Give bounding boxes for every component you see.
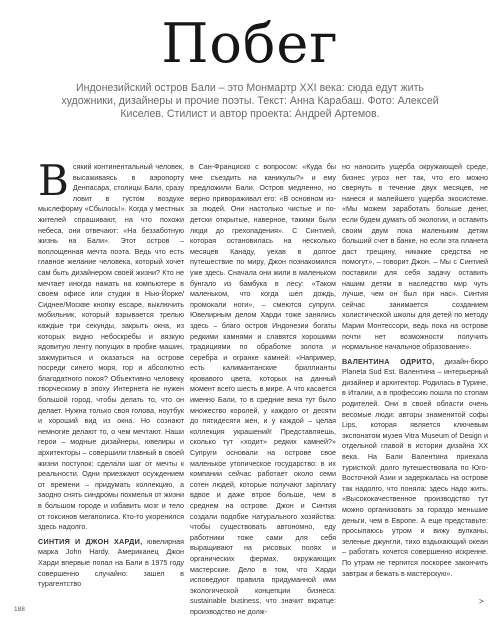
hardy-credit: СИНТИЯ И ДЖОН ХАРДИ,	[38, 536, 143, 546]
continue-arrow-icon: >	[479, 597, 484, 606]
article-lede: Индонезийский остров Бали – это Монмартр XXI века: сюда едут жить художники, дизайнеры и прочие поэты. Текст: Анна Карабаш. Фото: Алексей Киселев. Стилист и автор проекта: Андрей Артемов.	[61, 82, 439, 120]
text-column-3	[342, 162, 488, 579]
intro-paragraph	[38, 156, 184, 533]
page-number: 188	[14, 606, 25, 613]
hardy-story-paragraph: в Сан-Франциско с вопросом: «Куда бы мне съездить на каникулы?» и ему предложили Бали. Остров медленно, но верно привораживал его: «В основном из-за людей. Они настолько чистые и по-детски открытые, наверное, такими были люди до грехопадения». С Синтией, которая остановилась на несколько месяцев Канаду, уехав в долгое путешествие по миру, Джон познакомился уже здесь. Сначала они жили в маленьком бунгало из бамбука в лесу: «Таком маленьком, что когда шел дождь, промокали ноги», – смеются супруги. Ювелирным делом Харди тоже занялись здесь – благо остров Индонезии богаты редкими камнями и славятся хорошими традициями по обработке золота и серебра и огранке камней: «Например, есть калимантанские бриллианты кровавого цвета, которых на данный момент всего шесть в мире. А что касается именно Бали, то в средние века тут было множество королей, у каждого от десяти до пятидесяти жен, и у каждой – целая коллекция украшений! Представляешь, сколько тут «ходит» редких камней?» Супруги основали на острове свое маленькое утопическое государство: в их компании сейчас работает около семи сотен людей, которые получают зарплату вдвое и даже втрое больше, чем в среднем на острове. Джон и Синтия создали подобие натурального хозяйства: чтобы существовать автономно, еду работники тоже сами для себя выращивают на рисовых полях и органических фермах, окружающих мастерские. Дело в том, что Харди исповедуют правила придуманной ими экологической концепции бизнеса: sustainable business, что значит вкратце: производство не долж-	[190, 162, 336, 616]
hardy-ending-paragraph: но наносить ущерба окружающей среде, бизнес угроз нет так, что его можно свернуть в течение двух месяцев, не нанеся и малейшего ущерба экосистеме. «Мы можем заработать больше денег, если будем думать об экологии, и оставить своим двум пока маленьким детям больший счет в банке, но если эта планета даст трещину, никакие средства не помогут», – говорит Джон. – Мы с Синтией поставили для себя задачу оставить нашим детям в наследство мир чуть лучше, чем он был при нас». Синтия сейчас занимается созданием холистической школы для детей по методу Марии Монтессори, ведь пока на острове почти нет возможности получить нормальное начальное образование».	[342, 162, 488, 352]
intro-text: сякий континентальный человек, высаживаясь в аэропорту Денпасара, столицы Бали, сразу ловит в густом воздухе мыслеформу «Сбылось!». Когда у местных жителей спрашивают, на что похожи небеса, они отвечают: «На беззаботную жизнь на Бали». Этот остров – воплощенная мечта поэта. Ведь что есть главное желание человека, который хочет сам быть дизайнером своей жизни? Кто не мечтает иногда нажать на компьютере в своем офисе или студии в Нью-Йорке/Сиднее/Москве кнопку escape, выключить мобильник, который взрывается трелью каждые три секунды, закрыть окна, из которых видно небоскребы и вязкую ядовитую ленту попущих в пробке машин, зажмуриться и оказаться на острове посреди синего моря, гор и абсолютно благодатного покоя? Объективно человеку творческому в эпоху Интернета не нужен большой город, чтобы делать то, что он делает. Нужна только своя голова, ноутбук и хороший вид из окна. Но сознают немногие делают то, о чем мечтают. Наши герои – модные дизайнеры, ювелиры и архитекторы – совершили главный в своей жизни поступок: сделали шаг от мечты к реальности. Одни приезжают осуждением от времени – придумать коллекцию, а заодно снять синдромы похмелья от жизни в большом городе и избавить мозг и тело от токсинов мегаполиса. Кто-то укоренился здесь надолго.	[38, 162, 184, 532]
hardy-paragraph	[38, 537, 184, 590]
drop-cap: В	[38, 156, 69, 205]
text-column-1	[38, 156, 184, 590]
article-title: Побег	[161, 12, 339, 75]
odrito-credit: ВАЛЕНТИНА ОДРИТО,	[342, 356, 435, 366]
odrito-text: дизайн-бюро Planeta Sud Est. Валентина – интерьерный дизайнер и архитектор. Родилась в Турине, в Италии, а в профессию пошла по стопам родителей. Они в своей области очень весомые люди: авторы знаменитой софы Lips, которая является ключевым экспонатом музея Vitra Museum of Design и отдельной главой в истории дизайна XX века. На Бали Валентина приехала туристкой: долго путешествовала по Юго-Восточной Азии и задержалась на острове так надолго, что поняла: здесь надо жить. «Высококачественное производство тут можно организовать за гораздо меньшие деньги, чем в Европе. А еще представьте: просыпаюсь утром и вижу вулканы, зеленые джунгли, тихо вздыхающий океан – работать хочется совершенно искренне. По утрам не терпится поскорее закончить завтрак и бежать в мастерскую».	[342, 356, 488, 578]
hardy-text: ювелирная марка John Hardy. Американец Джон Харди впервые попал на Бали в 1975 году совершенно случайно: зашел в турагентство	[38, 536, 184, 589]
odrito-paragraph	[342, 357, 488, 579]
text-column-2	[190, 162, 336, 618]
